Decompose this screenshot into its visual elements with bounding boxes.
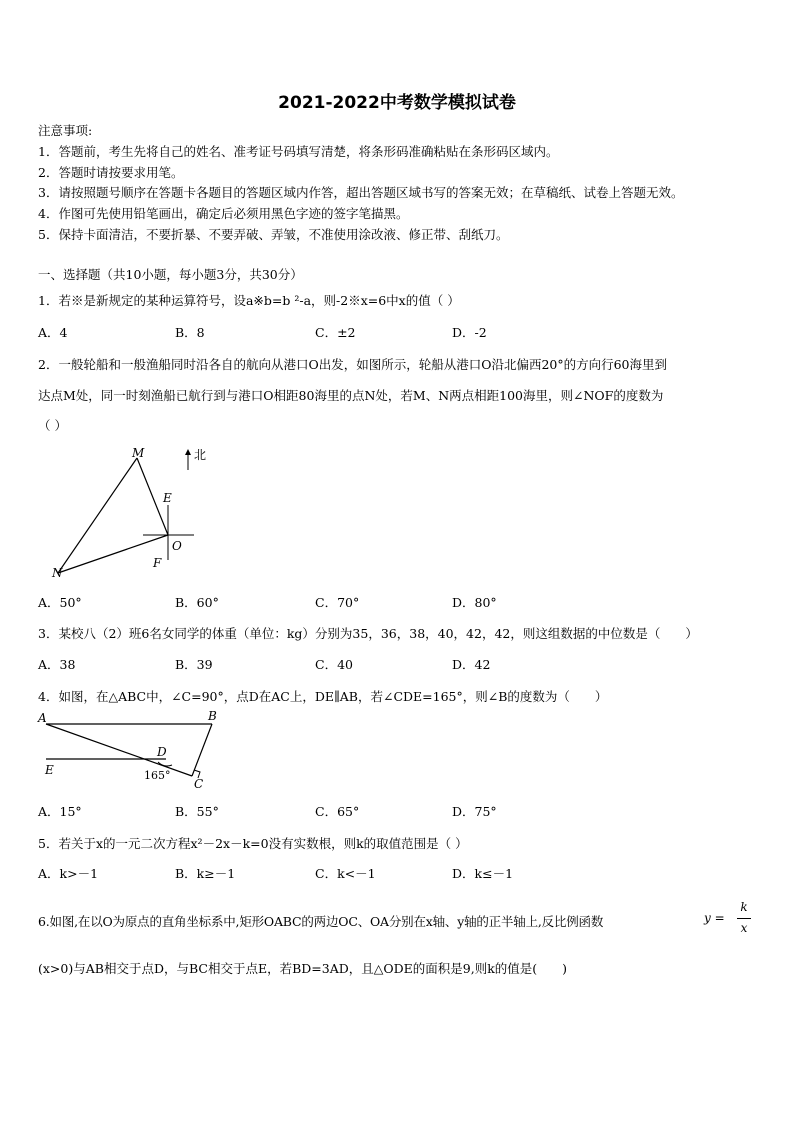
question-5-option-b[interactable]: B．k≥－1 (175, 866, 236, 881)
point-a-label: A (38, 711, 47, 725)
question-2-stem: （ ） (38, 418, 67, 433)
question-1-option-d[interactable]: D．-2 (452, 325, 487, 340)
question-5-option-c[interactable]: C．k<－1 (315, 866, 376, 881)
question-1-option-a[interactable]: A．4 (38, 325, 68, 340)
question-3-option-b[interactable]: B．39 (175, 657, 213, 672)
question-4-option-c[interactable]: C．65° (315, 804, 360, 819)
question-4-option-d[interactable]: D．75° (452, 804, 497, 819)
question-1-stem: 1．若※是新规定的某种运算符号，设a※b=b ²-a，则-2※x=6中x的值（ ） (38, 293, 460, 308)
question-2-figure (40, 440, 220, 585)
point-e-label: E (163, 491, 172, 505)
question-4-option-b[interactable]: B．55° (175, 804, 219, 819)
formula-denominator: x (740, 921, 748, 935)
north-arrow-head-icon (185, 449, 191, 455)
point-n-label: N (52, 566, 63, 580)
segment-mn (58, 458, 137, 573)
point-b-label: B (208, 709, 217, 723)
question-2-stem: 2．一般轮船和一般渔船同时沿各自的航向从港口O出发，如图所示，轮船从港口O沿北偏西20°的方向行60海里到 (38, 357, 668, 372)
question-1-option-b[interactable]: B．8 (175, 325, 205, 340)
segment-bc (192, 724, 212, 776)
notice-heading: 注意事项: (38, 123, 93, 138)
formula-lhs: y = (704, 911, 725, 925)
point-o-label: O (172, 539, 182, 553)
angle-arc (158, 762, 172, 766)
question-3-stem: 3．某校八（2）班6名女同学的体重（单位：kg）分别为35，36，38，40，42，42，则这组数据的中位数是（ ） (38, 626, 698, 641)
question-2-option-a[interactable]: A．50° (38, 595, 82, 610)
question-2-option-d[interactable]: D．80° (452, 595, 497, 610)
question-4-figure (36, 708, 236, 793)
question-6-stem: (x>0)与AB相交于点D，与BC相交于点E，若BD=3AD，且△ODE的面积是9,则k的值是( ) (38, 961, 568, 976)
question-3-option-d[interactable]: D．42 (452, 657, 491, 672)
north-label: 北 (194, 448, 207, 462)
question-5-option-a[interactable]: A．k>－1 (38, 866, 99, 881)
segment-no (58, 535, 168, 573)
question-2-option-b[interactable]: B．60° (175, 595, 219, 610)
section-heading: 一、选择题（共10小题，每小题3分，共30分） (38, 267, 303, 282)
page-title: 2021-2022中考数学模拟试卷 (278, 93, 516, 113)
notice-item: 1．答题前，考生先将自己的姓名、准考证号码填写清楚，将条形码准确粘贴在条形码区域内。 (38, 144, 559, 159)
point-m-label: M (132, 446, 145, 460)
fraction-bar (737, 918, 751, 919)
notice-item: 5．保持卡面清洁，不要折暴、不要弄破、弄皱，不准使用涂改液、修正带、刮纸刀。 (38, 227, 509, 242)
question-4-stem: 4．如图，在△ABC中，∠C=90°，点D在AC上，DE∥AB，若∠CDE=165°，则∠B的度数为（ ） (38, 689, 608, 704)
question-5-stem: 5．若关于x的一元二次方程x²－2x－k=0没有实数根，则k的取值范围是（ ） (38, 836, 468, 851)
point-c-label: C (194, 777, 204, 791)
question-4-option-a[interactable]: A．15° (38, 804, 82, 819)
formula-numerator: k (740, 900, 748, 914)
question-2-stem: 达点M处，同一时刻渔船已航行到与港口O相距80海里的点N处，若M、N两点相距100海里，则∠NOF的度数为 (38, 388, 664, 403)
angle-label: 165° (144, 769, 171, 782)
notice-item: 2．答题时请按要求用笔。 (38, 165, 184, 180)
point-f-label: F (153, 556, 162, 570)
question-3-option-a[interactable]: A．38 (38, 657, 76, 672)
question-5-option-d[interactable]: D．k≤－1 (452, 866, 514, 881)
question-1-option-c[interactable]: C．±2 (315, 325, 356, 340)
question-6-stem: 6.如图,在以O为原点的直角坐标系中,矩形OABC的两边OC、OA分别在x轴、y轴的正半轴上,反比例函数 (38, 914, 604, 929)
question-2-option-c[interactable]: C．70° (315, 595, 360, 610)
question-3-option-c[interactable]: C．40 (315, 657, 353, 672)
notice-item: 3．请按照题号顺序在答题卡各题目的答题区域内作答，超出答题区域书写的答案无效；在草稿纸、试卷上答题无效。 (38, 185, 684, 200)
point-e-label: E (45, 763, 54, 777)
notice-item: 4．作图可先使用铅笔画出，确定后必须用黑色字迹的签字笔描黑。 (38, 206, 409, 221)
point-d-label: D (157, 745, 167, 759)
